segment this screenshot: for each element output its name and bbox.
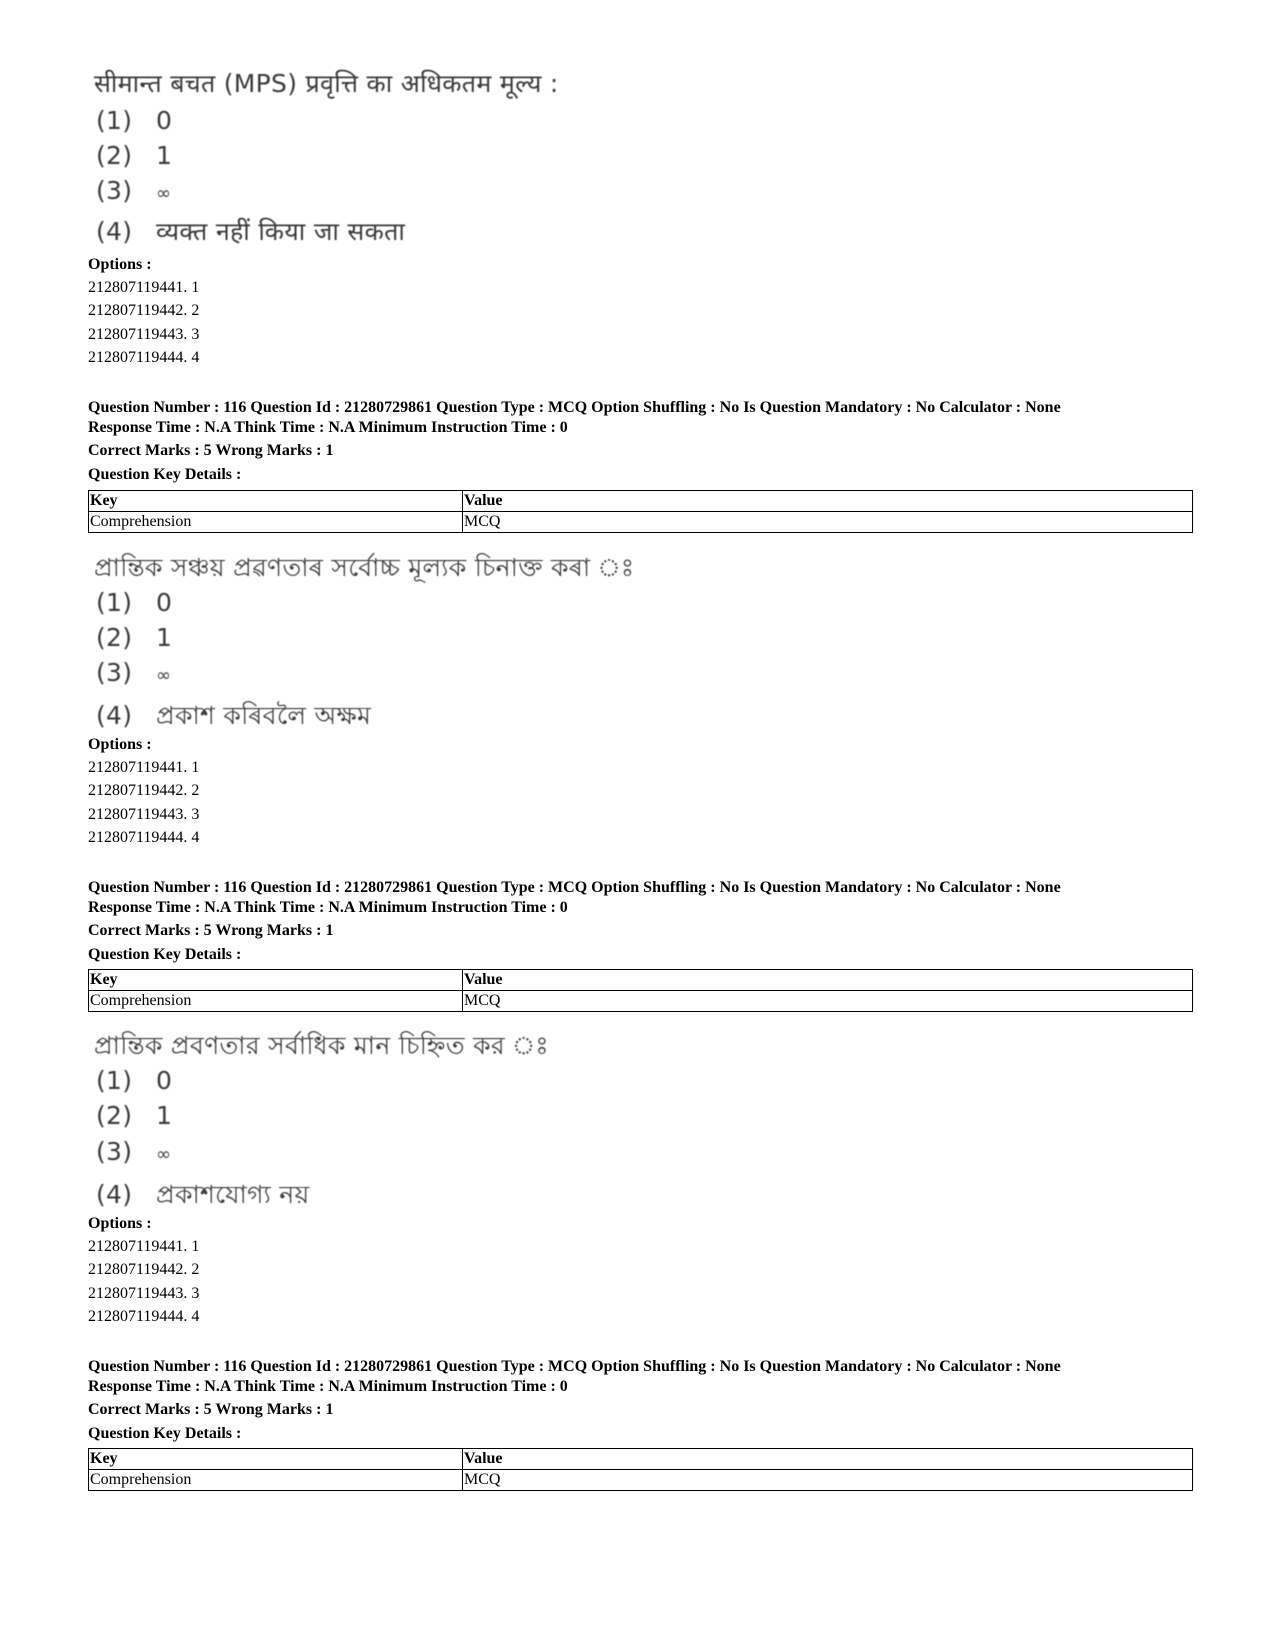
table-cell-key: Comprehension bbox=[89, 512, 463, 533]
table-cell-value: MCQ bbox=[463, 1470, 1193, 1491]
question-text: सीमान्त बचत (MPS) प्रवृत्ति का अधिकतम मूल्य : bbox=[94, 69, 559, 98]
option-item: 212807119441. 1 bbox=[88, 1238, 200, 1255]
choice-2: (2) 1 bbox=[96, 141, 173, 170]
option-item: 212807119443. 3 bbox=[88, 325, 200, 343]
option-item: 212807119444. 4 bbox=[88, 828, 200, 846]
key-value-table bbox=[88, 969, 1193, 1012]
question-meta-line: Question Number : 116 Question Id : 21280729861 Question Type : MCQ Option Shuffling : No Is Question Mandatory : No Calculator : None bbox=[88, 879, 1061, 896]
question-meta-line: Response Time : N.A Think Time : N.A Minimum Instruction Time : 0 bbox=[88, 1377, 568, 1395]
question-meta-line: Question Number : 116 Question Id : 21280729861 Question Type : MCQ Option Shuffling : No Is Question Mandatory : No Calculator : None bbox=[88, 399, 1061, 416]
choice-2: (2) 1 bbox=[96, 1101, 173, 1130]
options-label: Options : bbox=[88, 736, 152, 753]
options-section bbox=[88, 733, 1193, 849]
choice-2: (2) 1 bbox=[96, 623, 173, 652]
options-label: Options : bbox=[88, 256, 152, 273]
options-section bbox=[88, 1212, 1193, 1328]
option-item: 212807119444. 4 bbox=[88, 348, 200, 366]
key-details-label: Question Key Details : bbox=[88, 1424, 242, 1442]
choice-3: (3) ∞ bbox=[96, 176, 172, 205]
marks-line: Correct Marks : 5 Wrong Marks : 1 bbox=[88, 1401, 334, 1418]
choice-4: (4) व्यक्त नहीं किया जा सकता bbox=[96, 217, 406, 246]
question-meta-line: Response Time : N.A Think Time : N.A Minimum Instruction Time : 0 bbox=[88, 898, 568, 916]
key-value-table bbox=[88, 1448, 1193, 1491]
choice-4: (4) প্ৰকাশ কৰিবলৈ অক্ষম bbox=[96, 701, 372, 730]
table-header-value: Value bbox=[463, 1449, 1193, 1470]
key-value-table bbox=[88, 490, 1193, 533]
option-item: 212807119444. 4 bbox=[88, 1307, 200, 1325]
option-item: 212807119442. 2 bbox=[88, 1261, 200, 1279]
question-text: প্ৰান্তিক সঞ্চয় প্ৰৱণতাৰ সৰ্বোচ্চ মূল্যক চিনাক্ত কৰা ঃ bbox=[94, 553, 635, 582]
choice-3: (3) ∞ bbox=[96, 1137, 172, 1166]
option-item: 212807119443. 3 bbox=[88, 1284, 200, 1302]
option-item: 212807119441. 1 bbox=[88, 279, 200, 296]
table-cell-key: Comprehension bbox=[89, 1470, 463, 1491]
key-details-label: Question Key Details : bbox=[88, 465, 242, 483]
table-cell-key: Comprehension bbox=[89, 991, 463, 1012]
marks-line: Correct Marks : 5 Wrong Marks : 1 bbox=[88, 442, 334, 459]
choice-4: (4) প্রকাশযোগ্য নয় bbox=[96, 1180, 310, 1209]
choice-1: (1) 0 bbox=[96, 1066, 173, 1095]
option-item: 212807119443. 3 bbox=[88, 805, 200, 823]
option-item: 212807119442. 2 bbox=[88, 302, 200, 320]
table-header-value: Value bbox=[463, 970, 1193, 991]
question-text: প্রান্তিক প্রবণতার সর্বাধিক মান চিহ্নিত কর ঃ bbox=[94, 1031, 549, 1060]
options-label: Options : bbox=[88, 1215, 152, 1232]
choice-1: (1) 0 bbox=[96, 588, 173, 617]
table-header-key: Key bbox=[89, 970, 463, 991]
table-cell-value: MCQ bbox=[463, 991, 1193, 1012]
choice-1: (1) 0 bbox=[96, 106, 173, 135]
table-header-key: Key bbox=[89, 1449, 463, 1470]
table-cell-value: MCQ bbox=[463, 512, 1193, 533]
question-meta bbox=[88, 878, 1193, 964]
question-meta-line: Response Time : N.A Think Time : N.A Minimum Instruction Time : 0 bbox=[88, 418, 568, 436]
options-section bbox=[88, 253, 1193, 369]
question-meta-line: Question Number : 116 Question Id : 21280729861 Question Type : MCQ Option Shuffling : No Is Question Mandatory : No Calculator : None bbox=[88, 1358, 1061, 1375]
option-item: 212807119442. 2 bbox=[88, 782, 200, 800]
marks-line: Correct Marks : 5 Wrong Marks : 1 bbox=[88, 922, 334, 939]
key-details-label: Question Key Details : bbox=[88, 945, 242, 963]
table-header-key: Key bbox=[89, 491, 463, 512]
option-item: 212807119441. 1 bbox=[88, 759, 200, 776]
question-meta bbox=[88, 398, 1193, 484]
question-meta bbox=[88, 1357, 1193, 1443]
choice-3: (3) ∞ bbox=[96, 658, 172, 687]
table-header-value: Value bbox=[463, 491, 1193, 512]
